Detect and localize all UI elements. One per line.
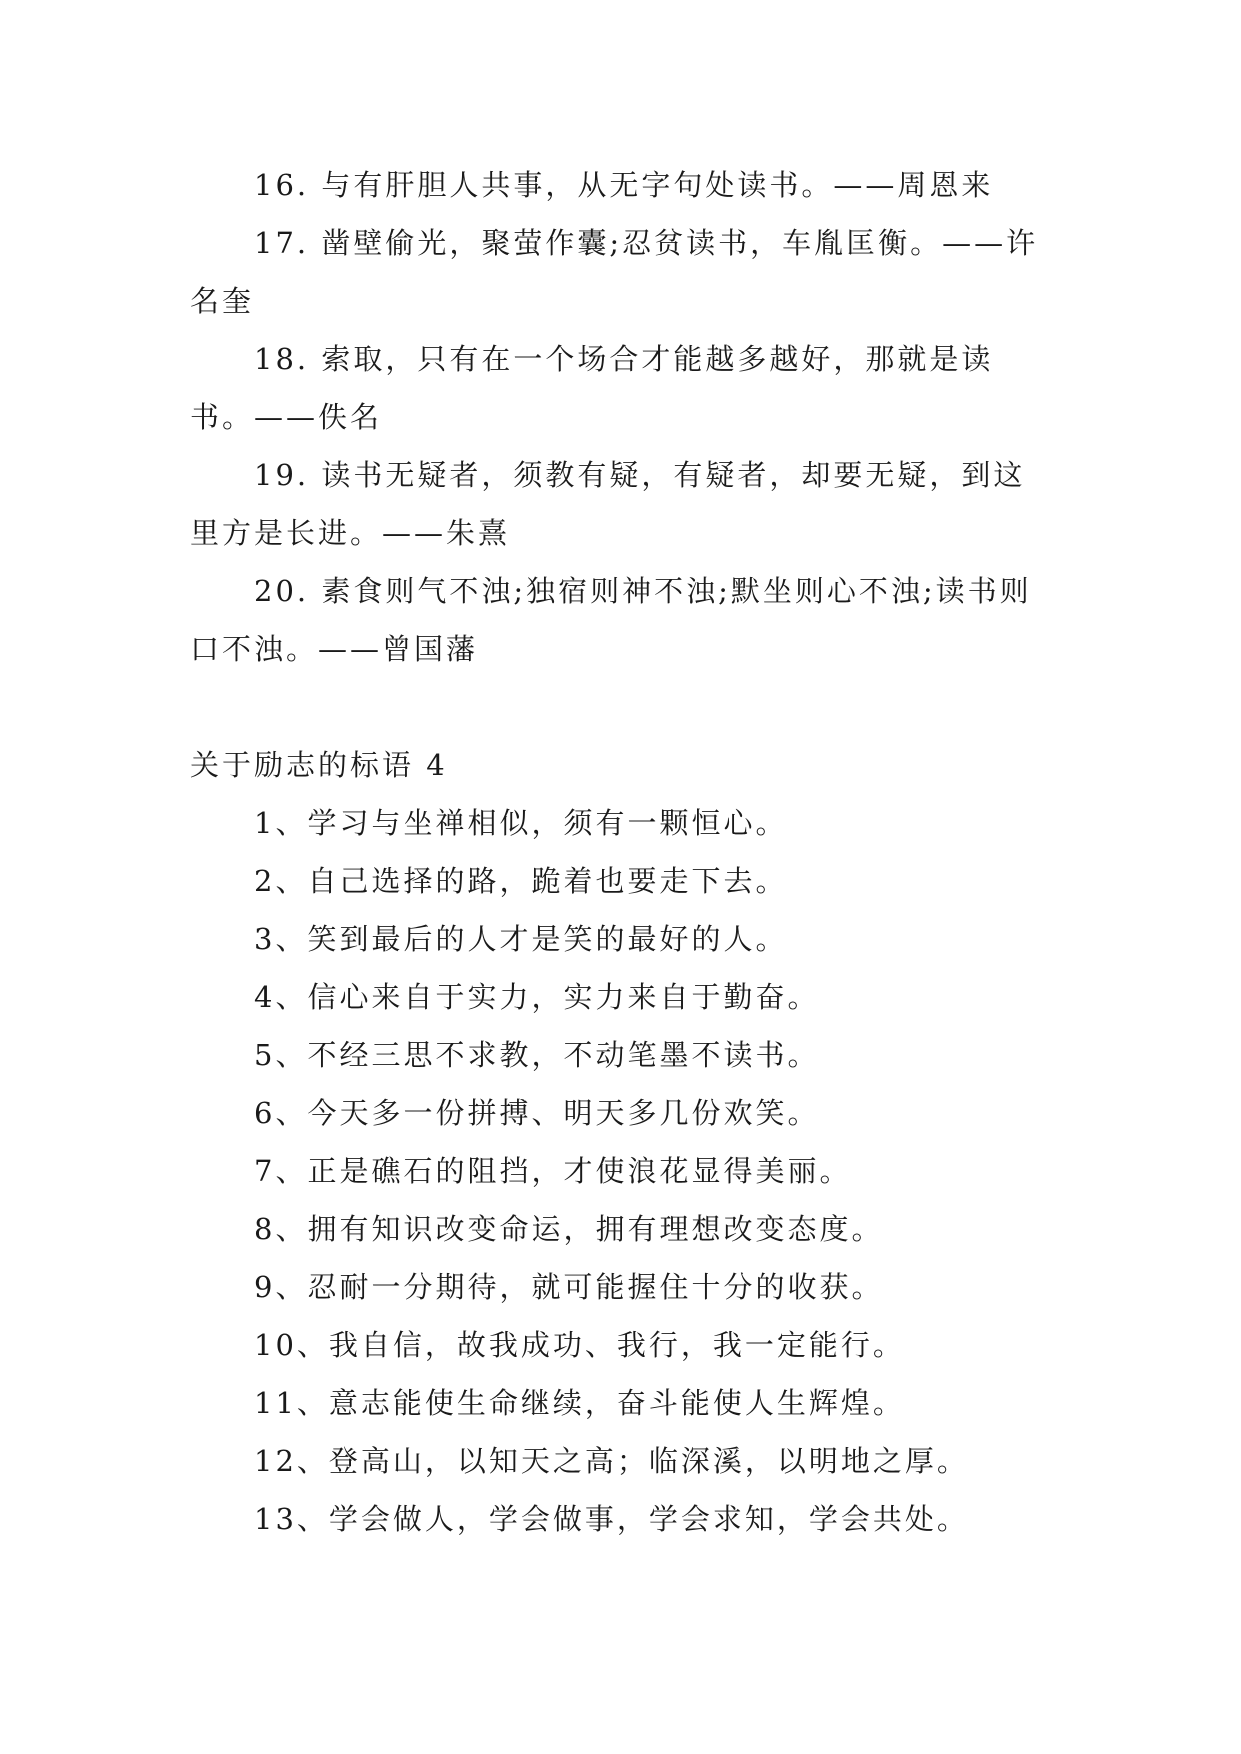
slogan-8: 8、拥有知识改变命运，拥有理想改变态度。 [254, 1212, 884, 1246]
slogan-11: 11、意志能使生命继续，奋斗能使人生辉煌。 [254, 1386, 905, 1420]
quote-17: 17. 凿壁偷光，聚萤作囊;忍贫读书，车胤匡衡。——许名奎 [190, 226, 1039, 318]
slogan-5: 5、不经三思不求教，不动笔墨不读书。 [254, 1038, 820, 1072]
quote-20: 20. 素食则气不浊;独宿则神不浊;默坐则心不浊;读书则口不浊。——曾国藩 [190, 574, 1032, 666]
slogan-9: 9、忍耐一分期待，就可能握住十分的收获。 [254, 1270, 884, 1304]
slogan-7: 7、正是礁石的阻挡，才使浪花显得美丽。 [254, 1154, 852, 1188]
quote-16: 16. 与有肝胆人共事，从无字句处读书。——周恩来 [254, 168, 994, 202]
slogan-4: 4、信心来自于实力，实力来自于勤奋。 [254, 980, 820, 1014]
slogan-3: 3、笑到最后的人才是笑的最好的人。 [254, 922, 788, 956]
slogan-2: 2、自己选择的路，跪着也要走下去。 [254, 864, 788, 898]
section-heading: 关于励志的标语 4 [190, 748, 448, 782]
slogan-12: 12、登高山，以知天之高；临深溪，以明地之厚。 [254, 1444, 969, 1478]
slogan-10: 10、我自信，故我成功、我行，我一定能行。 [254, 1328, 905, 1362]
slogan-6: 6、今天多一份拼搏、明天多几份欢笑。 [254, 1096, 820, 1130]
quote-18: 18. 索取，只有在一个场合才能越多越好，那就是读书。——佚名 [190, 342, 994, 434]
quote-19: 19. 读书无疑者，须教有疑，有疑者，却要无疑，到这里方是长进。——朱熹 [190, 458, 1026, 550]
section-spacer [190, 678, 1052, 736]
text-column [190, 156, 1052, 1548]
slogan-13: 13、学会做人，学会做事，学会求知，学会共处。 [254, 1502, 969, 1536]
slogan-1: 1、学习与坐禅相似，须有一颗恒心。 [254, 806, 788, 840]
